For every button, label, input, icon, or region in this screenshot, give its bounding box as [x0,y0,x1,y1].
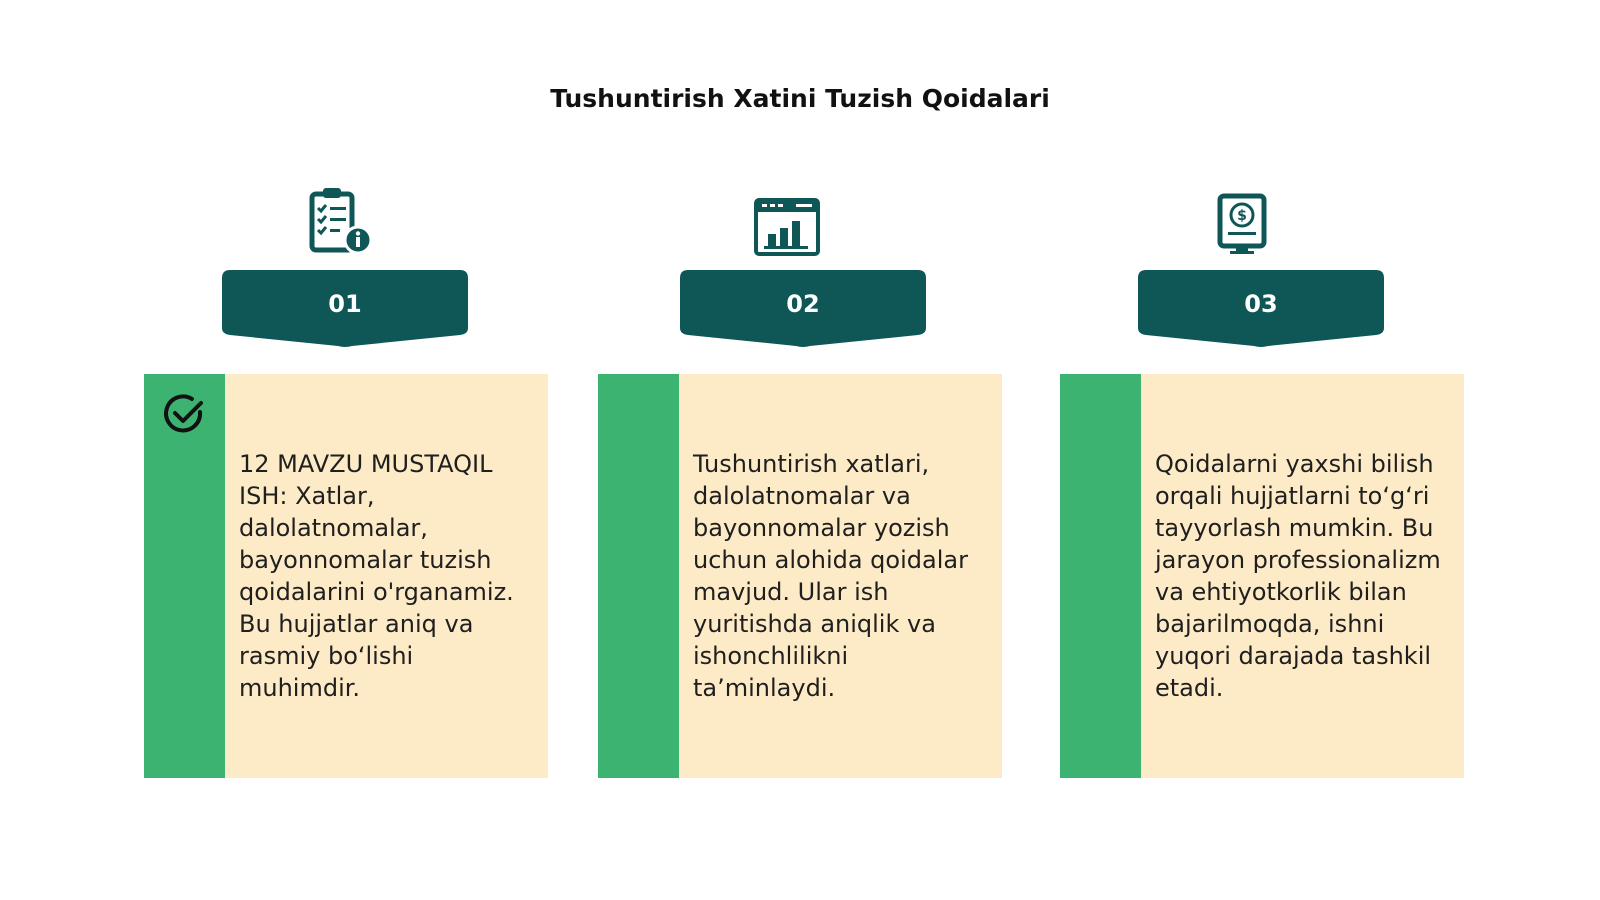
card-text: 12 MAVZU MUSTAQIL ISH: Xatlar, dalolatnomalar, bayonnomalar tuzish qoidalarini o'rganamiz. Bu hujjatlar aniq va rasmiy bo‘lishi muhimdir. [239,450,514,702]
step-banner-01 [222,270,468,348]
card-accent-stripe [1060,374,1141,778]
card-body [1141,374,1464,778]
check-circle-icon [162,392,206,436]
card-accent-stripe [598,374,679,778]
card-text: Tushuntirish xatlari, dalolatnomalar va bayonnomalar yozish uchun alohida qoidalar mavjud. Ular ish yuritishda aniqlik va ishonchlilikni ta’minlaydi. [693,450,968,702]
step-card-02 [598,374,1002,778]
step-number: 03 [1244,290,1278,318]
step-card-01 [144,374,548,778]
step-banner-02 [680,270,926,348]
card-text: Qoidalarni yaxshi bilish orqali hujjatlarni to‘g‘ri tayyorlash mumkin. Bu jarayon professionalizm va ehtiyotkorlik bilan bajarilmoqda, ishni yuqori darajada tashkil etadi. [1155,450,1441,702]
step-card-03 [1060,374,1464,778]
step-number: 01 [328,290,362,318]
browser-bar-chart-icon [752,194,822,264]
card-accent-stripe [144,374,225,778]
step-number: 02 [786,290,820,318]
page-title: Tushuntirish Xatini Tuzish Qoidalari [550,84,1050,113]
card-body [679,374,1002,778]
step-banner-03 [1138,270,1384,348]
clipboard-checklist-info-icon [306,186,376,256]
svg-text:$: $ [1237,208,1247,224]
monitor-dollar-icon [1212,188,1282,258]
card-body [225,374,548,778]
